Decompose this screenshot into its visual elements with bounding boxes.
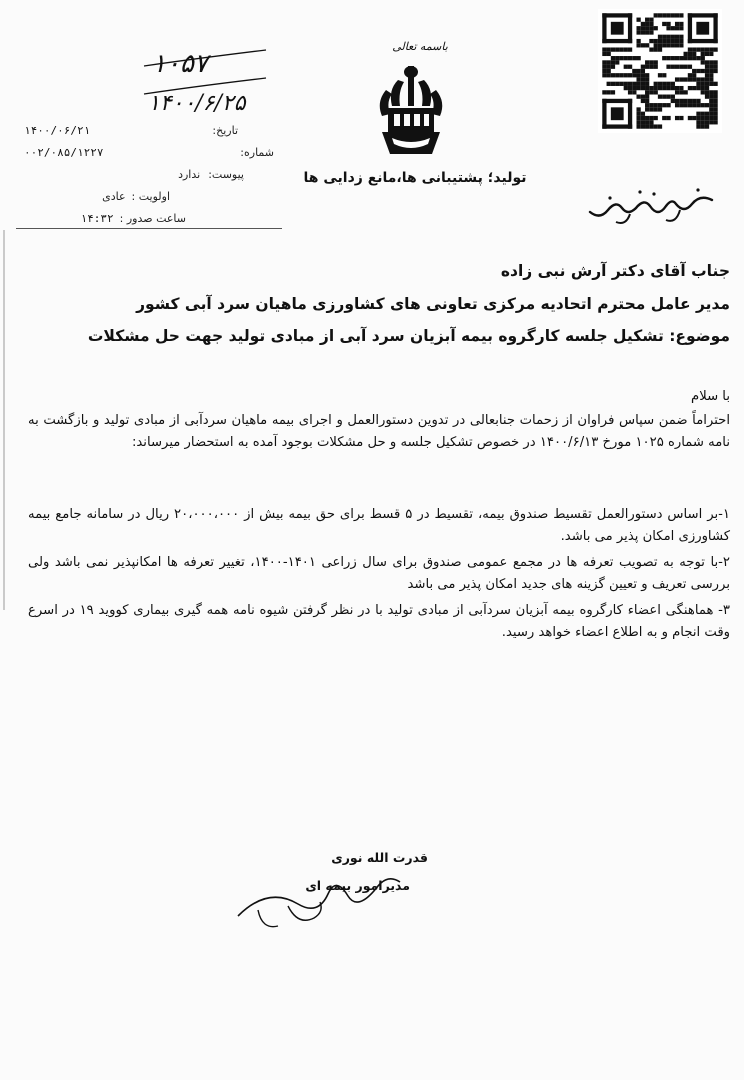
priority-label: اولویت : bbox=[131, 190, 170, 203]
date-value: ۱۴۰۰/۰۶/۲۱ bbox=[24, 124, 91, 137]
date-row bbox=[24, 120, 238, 142]
recipient: جناب آقای دکتر آرش نبی زاده bbox=[500, 262, 730, 280]
number-value: ۰۰۲/۰۸۵/۱۲۲۷ bbox=[24, 146, 104, 159]
list-item: ۲-با توجه به تصویب تعرفه ها در مجمع عمومی صندوق برای سال زراعی ۱۴۰۱-۱۴۰۰، تغییر تعرفه ها امکانپذیر نمی باشد ولی بررسی تعریف و تعیین گزینه های جدید امکان پذیر می باشد bbox=[28, 555, 730, 592]
intro-paragraph: احتراماً ضمن سپاس فراوان از زحمات جنابعالی در تدوین دستورالعمل و اجرای بیمه ماهیان سردآبی از مبادی تولید و بازگشت به نامه شماره ۱۰۲۵ مورخ ۱۴۰۰/۶/۱۳ در خصوص تشکیل جلسه و حل مشکلات بوجود آمده به استحضار میرساند: bbox=[28, 413, 730, 450]
bismillah: باسمه تعالی bbox=[392, 40, 448, 53]
attachment-row bbox=[24, 164, 244, 186]
time-row bbox=[24, 208, 186, 230]
svg-text:۱۴۰۰/۶/۲۵: ۱۴۰۰/۶/۲۵ bbox=[148, 91, 246, 116]
svg-text:صندوق بیمه کشاورزی: صندوق بیمه کشاورزی bbox=[650, 228, 660, 229]
greeting: با سلام bbox=[691, 389, 730, 404]
slogan: تولید؛ پشتیبانی ها،مانع زدایی ها bbox=[303, 170, 527, 186]
time-value: ۱۴:۳۲ bbox=[80, 212, 114, 225]
agriculture-insurance-logo-icon bbox=[368, 62, 454, 158]
items-list bbox=[28, 504, 730, 648]
attachment-label: پیوست: bbox=[208, 168, 244, 181]
priority-row bbox=[24, 186, 170, 208]
qr-code bbox=[598, 8, 722, 134]
priority-value: عادی bbox=[102, 190, 126, 203]
handwritten-signature bbox=[228, 846, 408, 936]
recipient-title: مدیر عامل محترم اتحادیه مرکزی تعاونی های کشاورزی ماهیان سرد آبی کشور bbox=[136, 295, 730, 313]
list-item: ۱-بر اساس دستورالعمل تقسیط صندوق بیمه، تقسیط در ۵ قسط برای حق بیمه بیش از ۲۰،۰۰۰،۰۰۰ ریال در سامانه جامع بیمه کشاورزی امکان پذیر می باشد. bbox=[28, 507, 730, 544]
header-divider bbox=[16, 228, 282, 229]
binding-edge bbox=[0, 230, 10, 610]
subject: موضوع: تشکیل جلسه کارگروه بیمه آبزیان سرد آبی از مبادی تولید جهت حل مشکلات bbox=[87, 327, 730, 345]
date-label: تاریخ: bbox=[212, 124, 238, 137]
number-label: شماره: bbox=[240, 146, 274, 159]
svg-text:۱۰۵۷: ۱۰۵۷ bbox=[152, 49, 208, 79]
number-row bbox=[24, 142, 274, 164]
handwritten-registration bbox=[138, 44, 278, 124]
time-label: ساعت صدور : bbox=[119, 212, 186, 225]
attachment-value: ندارد bbox=[178, 168, 201, 181]
organization-name-logo bbox=[580, 180, 720, 230]
list-item: ۳- هماهنگی اعضاء کارگروه بیمه آبزیان سردآبی از مبادی تولید با در نظر گرفتن شیوه نامه همه گیری بیماری کووید ۱۹ در اسرع وقت انجام و به اطلاع اعضاء خواهد رسید. bbox=[28, 603, 731, 640]
signer-title: مدیرامور بیمه ای bbox=[305, 878, 410, 893]
signer-name: قدرت الله نوری bbox=[331, 850, 428, 865]
letter-metadata bbox=[24, 120, 274, 230]
